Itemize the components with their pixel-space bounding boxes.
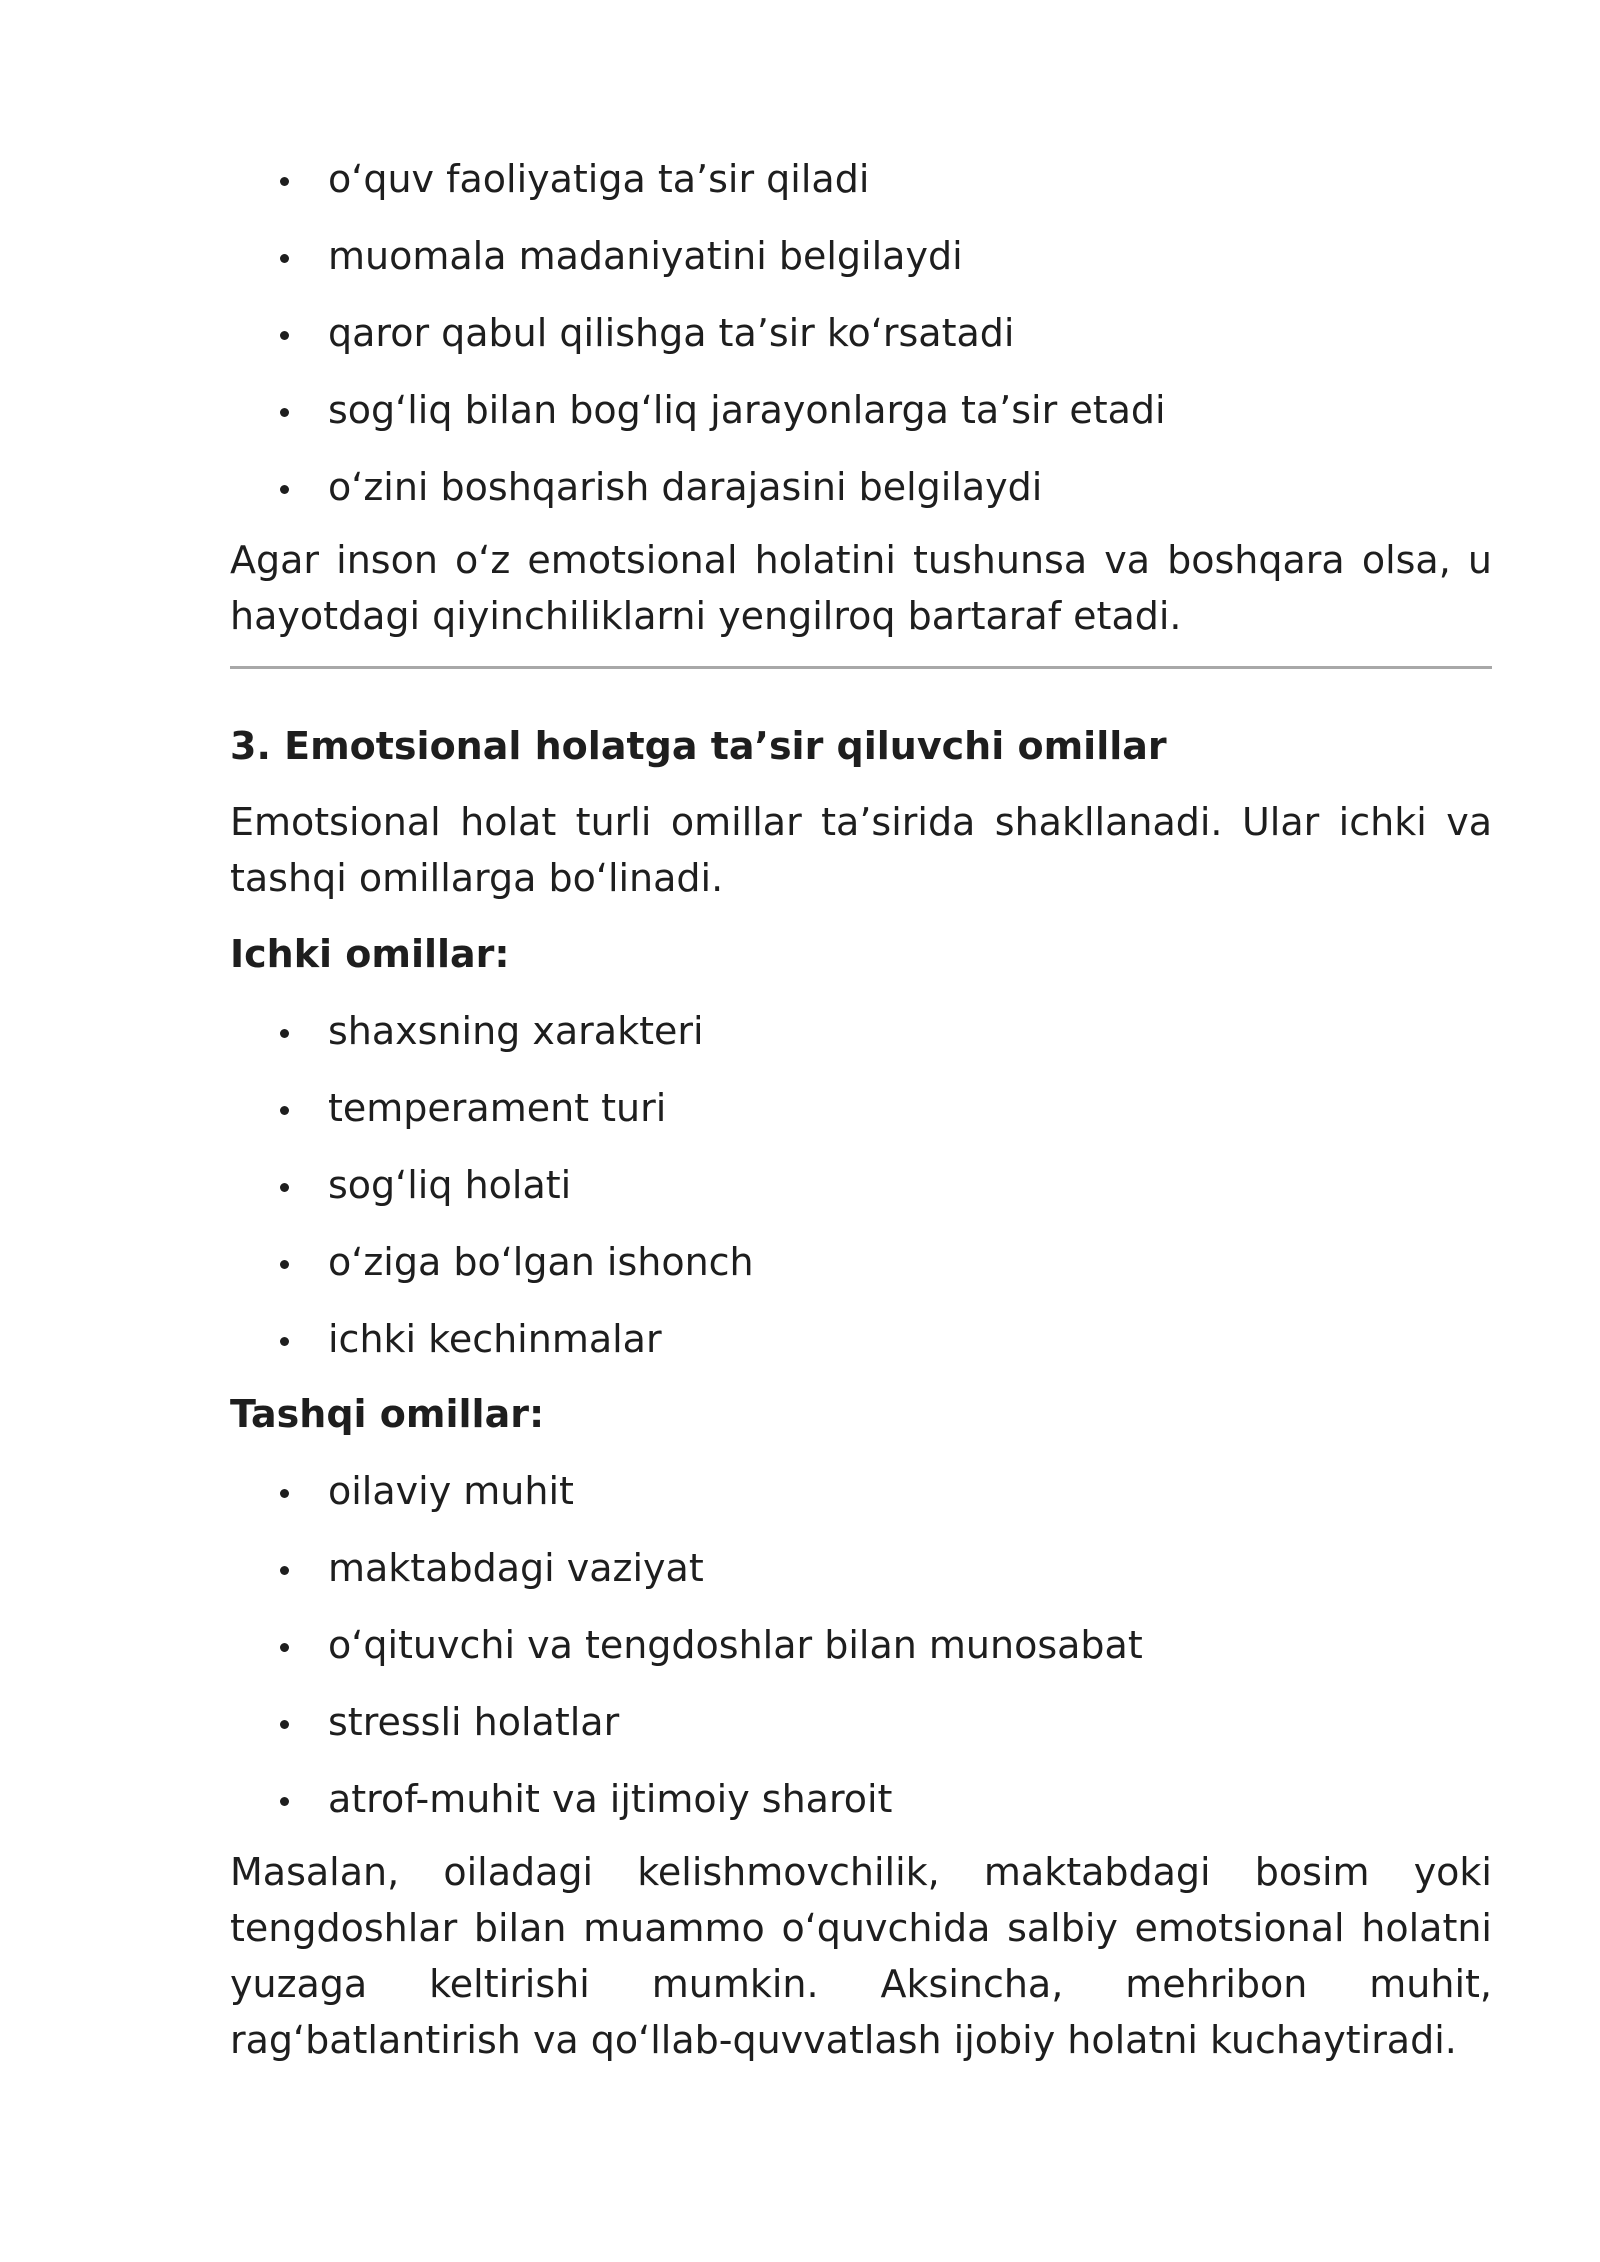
- bullet-icon: [280, 1566, 289, 1575]
- bullet-icon: [280, 254, 289, 263]
- list-item: [230, 1453, 1492, 1530]
- bullet-icon: [280, 1720, 289, 1729]
- list-item: [230, 1761, 1492, 1838]
- list-item-text: shaxsning xarakteri: [328, 1009, 704, 1053]
- bullet-icon: [280, 1260, 289, 1269]
- bullet-icon: [280, 177, 289, 186]
- section-intro: Emotsional holat turli omillar ta’sirida shakllanadi. Ular ichki va tashqi omillarga bo‘linadi.: [230, 800, 1492, 900]
- paragraph-summary: Agar inson o‘z emotsional holatini tushunsa va boshqara olsa, u hayotdagi qiyinchiliklarni yengilroq bartaraf etadi.: [230, 538, 1492, 638]
- bullet-icon: [280, 1643, 289, 1652]
- list-item: [230, 1070, 1492, 1147]
- bullet-icon: [280, 1797, 289, 1806]
- list-item-text: o‘zini boshqarish darajasini belgilaydi: [328, 465, 1043, 509]
- document-page: [230, 0, 1492, 2068]
- list-item: [230, 1530, 1492, 1607]
- horizontal-divider: [230, 666, 1492, 669]
- bullet-icon: [280, 1489, 289, 1498]
- list-item: [230, 141, 1492, 218]
- list-item-text: sog‘liq bilan bog‘liq jarayonlarga ta’sir etadi: [328, 388, 1166, 432]
- internal-factors-list: [230, 993, 1492, 1378]
- list-item: [230, 993, 1492, 1070]
- bullet-icon: [280, 1029, 289, 1038]
- list-item: [230, 295, 1492, 372]
- list-item-text: stressli holatlar: [328, 1700, 620, 1744]
- section-conclusion: Masalan, oiladagi kelishmovchilik, maktabdagi bosim yoki tengdoshlar bilan muammo o‘quvchida salbiy emotsional holatni yuzaga keltirishi mumkin. Aksincha, mehribon muhit, rag‘batlantirish va qo‘llab-quvvatlash ijobiy holatni kuchaytiradi.: [230, 1850, 1492, 2062]
- list-item-text: maktabdagi vaziyat: [328, 1546, 704, 1590]
- bullet-icon: [280, 408, 289, 417]
- bullet-icon: [280, 485, 289, 494]
- external-factors-list: [230, 1453, 1492, 1838]
- section-heading: 3. Emotsional holatga ta’sir qiluvchi omillar: [230, 724, 1167, 768]
- list-item-text: o‘ziga bo‘lgan ishonch: [328, 1240, 754, 1284]
- list-item-text: atrof-muhit va ijtimoiy sharoit: [328, 1777, 893, 1821]
- list-item-text: muomala madaniyatini belgilaydi: [328, 234, 963, 278]
- top-bullet-list: [230, 141, 1492, 526]
- list-item: [230, 449, 1492, 526]
- list-item-text: ichki kechinmalar: [328, 1317, 662, 1361]
- list-item-text: oilaviy muhit: [328, 1469, 574, 1513]
- list-item: [230, 1224, 1492, 1301]
- bullet-icon: [280, 1183, 289, 1192]
- list-item-text: sog‘liq holati: [328, 1163, 572, 1207]
- bullet-icon: [280, 331, 289, 340]
- list-item-text: o‘quv faoliyatiga ta’sir qiladi: [328, 157, 870, 201]
- internal-factors-title: Ichki omillar:: [230, 932, 510, 976]
- list-item: [230, 218, 1492, 295]
- list-item: [230, 1147, 1492, 1224]
- list-item-text: qaror qabul qilishga ta’sir ko‘rsatadi: [328, 311, 1015, 355]
- list-item-text: temperament turi: [328, 1086, 667, 1130]
- list-item-text: o‘qituvchi va tengdoshlar bilan munosabat: [328, 1623, 1143, 1667]
- list-item: [230, 372, 1492, 449]
- external-factors-title: Tashqi omillar:: [230, 1392, 545, 1436]
- list-item: [230, 1607, 1492, 1684]
- bullet-icon: [280, 1106, 289, 1115]
- bullet-icon: [280, 1337, 289, 1346]
- list-item: [230, 1301, 1492, 1378]
- list-item: [230, 1684, 1492, 1761]
